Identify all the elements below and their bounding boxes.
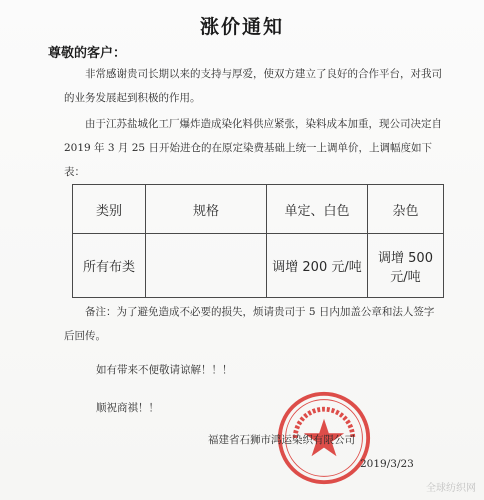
header-mixed: 杂色 [368,185,444,234]
note-paragraph: 备注：为了避免造成不必要的损失，烦请贵司于 5 日内加盖公章和法人签字后回传。 [64,306,435,342]
table-row [73,234,444,298]
greeting: 尊敬的客户： [48,46,127,61]
cell-spec [146,234,267,298]
cell-category: 所有布类 [73,234,146,298]
header-white: 单定、白色 [267,185,368,234]
closing-wish: 顺祝商祺！！ [96,402,159,414]
table-header-row [73,185,444,234]
watermark-text: 全球纺织网 [426,483,476,494]
company-name: 福建省石狮市鸿运染织有限公司 [208,434,355,446]
paragraph-price-increase: 由于江苏盐城化工厂爆炸造成染化料供应紧张，染料成本加重，现公司决定自 2019 年 3 月 25 日开始进仓的在原定染费基础上统一上调单价，上调幅度如下表： [64,118,442,178]
cell-white: 调增 200 元/吨 [267,234,368,298]
notice-date: 2019/3/23 [360,458,414,470]
notice-title: 涨价通知 [199,16,284,38]
apology-line: 如有带来不便敬请谅解！！！ [96,364,233,376]
paragraph-thanks: 非常感谢贵司长期以来的支持与厚爱，使双方建立了良好的合作平台，对我司的业务发展起到积极的作用。 [64,68,442,104]
header-spec: 规格 [146,185,267,234]
cell-mixed: 调增 500 元/吨 [368,234,444,298]
header-category: 类别 [73,185,146,234]
price-table [72,184,444,298]
